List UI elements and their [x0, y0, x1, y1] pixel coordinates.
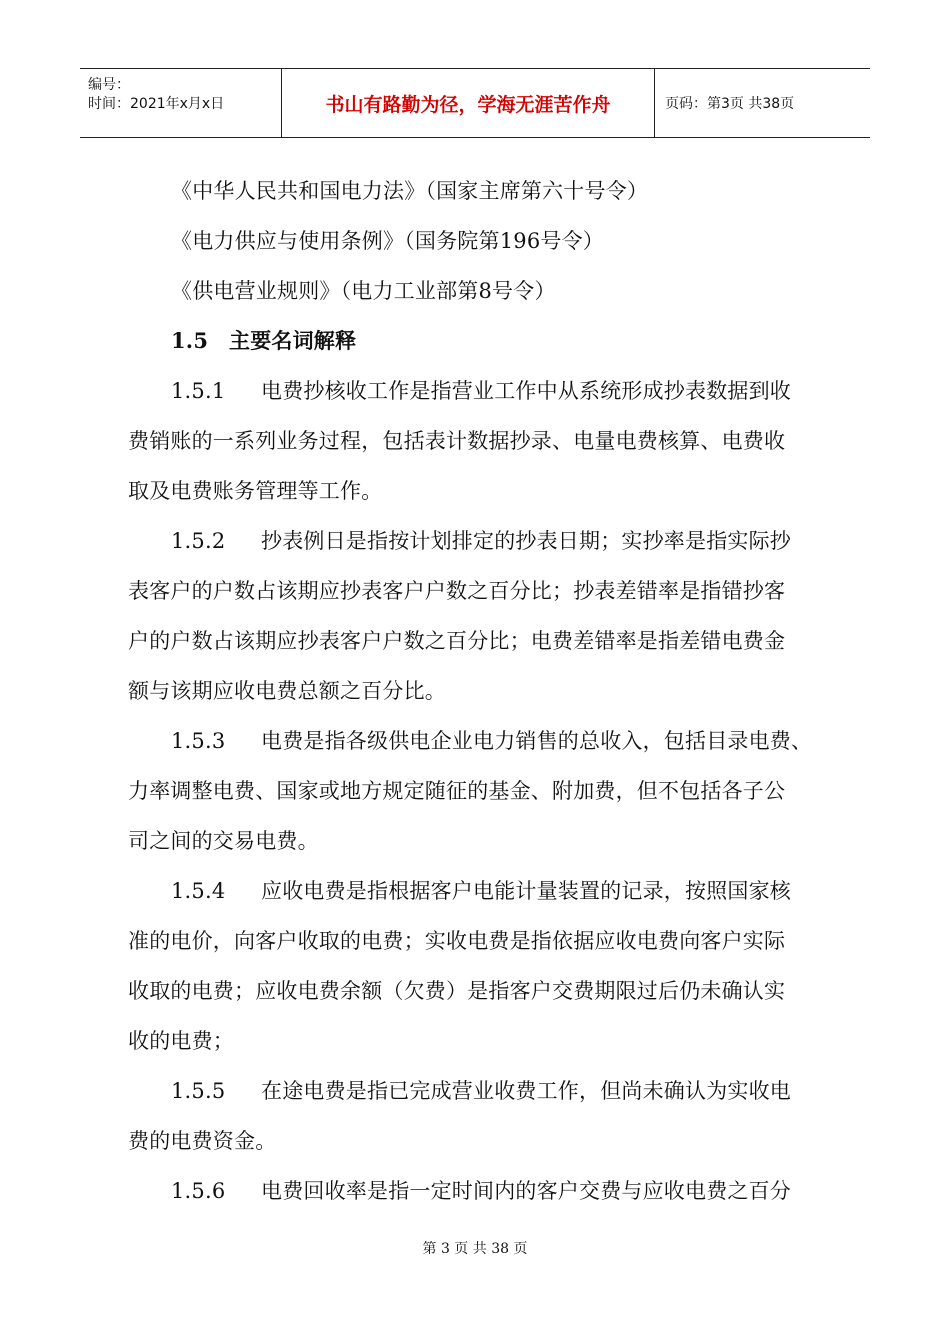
definition-line: 力率调整电费、国家或地方规定随征的基金、附加费，但不包括各子公 — [128, 779, 786, 803]
header-motto: 书山有路勤为径，学海无涯苦作舟 — [282, 69, 655, 137]
section-title: 主要名词解释 — [229, 328, 357, 353]
reference-line: 《中华人民共和国电力法》（国家主席第六十号令） — [171, 179, 649, 203]
header-meta-cell — [80, 69, 282, 137]
definition-first-line: 1.5.1 电费抄核收工作是指营业工作中从系统形成抄表数据到收 — [171, 376, 791, 406]
definition-first-line: 1.5.5 在途电费是指已完成营业收费工作，但尚未确认为实收电 — [171, 1076, 791, 1106]
definition-line: 取及电费账务管理等工作。 — [128, 479, 383, 503]
definition-first-line: 1.5.3 电费是指各级供电企业电力销售的总收入，包括目录电费、 — [171, 726, 812, 756]
header-page-info: 页码：第3页 共38页 — [665, 96, 795, 112]
item-number: 1.5.1 — [171, 379, 226, 403]
section-heading — [171, 326, 356, 356]
reference-line: 《供电营业规则》（电力工业部第8号令） — [171, 279, 556, 303]
definition-line: 司之间的交易电费。 — [128, 829, 319, 853]
definition-first-line: 1.5.6 电费回收率是指一定时间内的客户交费与应收电费之百分 — [171, 1176, 791, 1206]
reference-line: 《电力供应与使用条例》（国务院第196号令） — [171, 229, 604, 253]
time-label: 时间：2021年x月x日 — [88, 96, 225, 112]
definition-line: 费的电费资金。 — [128, 1129, 277, 1153]
definition-first-line: 1.5.4 应收电费是指根据客户电能计量装置的记录，按照国家核 — [171, 876, 791, 906]
definition-line: 收取的电费；应收电费余额（欠费）是指客户交费期限过后仍未确认实 — [128, 979, 786, 1003]
definition-first-line: 1.5.2 抄表例日是指按计划排定的抄表日期；实抄率是指实际抄 — [171, 526, 791, 556]
definition-line: 收的电费； — [128, 1029, 234, 1053]
section-number: 1.5 — [171, 328, 209, 353]
definition-line: 户的户数占该期应抄表客户户数之百分比；电费差错率是指差错电费金 — [128, 629, 786, 653]
item-number: 1.5.2 — [171, 529, 226, 553]
item-number: 1.5.6 — [171, 1179, 226, 1203]
item-number: 1.5.5 — [171, 1079, 226, 1103]
definition-line: 额与该期应收电费总额之百分比。 — [128, 679, 446, 703]
definition-line: 费销账的一系列业务过程，包括表计数据抄录、电量电费核算、电费收 — [128, 429, 786, 453]
page-header — [80, 68, 870, 138]
number-label: 编号： — [88, 77, 130, 93]
definition-line: 准的电价，向客户收取的电费；实收电费是指依据应收电费向客户实际 — [128, 929, 786, 953]
definition-line: 表客户的户数占该期应抄表客户户数之百分比；抄表差错率是指错抄客 — [128, 579, 786, 603]
item-number: 1.5.4 — [171, 879, 226, 903]
item-number: 1.5.3 — [171, 729, 226, 753]
page-footer: 第 3 页 共 38 页 — [422, 1241, 528, 1257]
